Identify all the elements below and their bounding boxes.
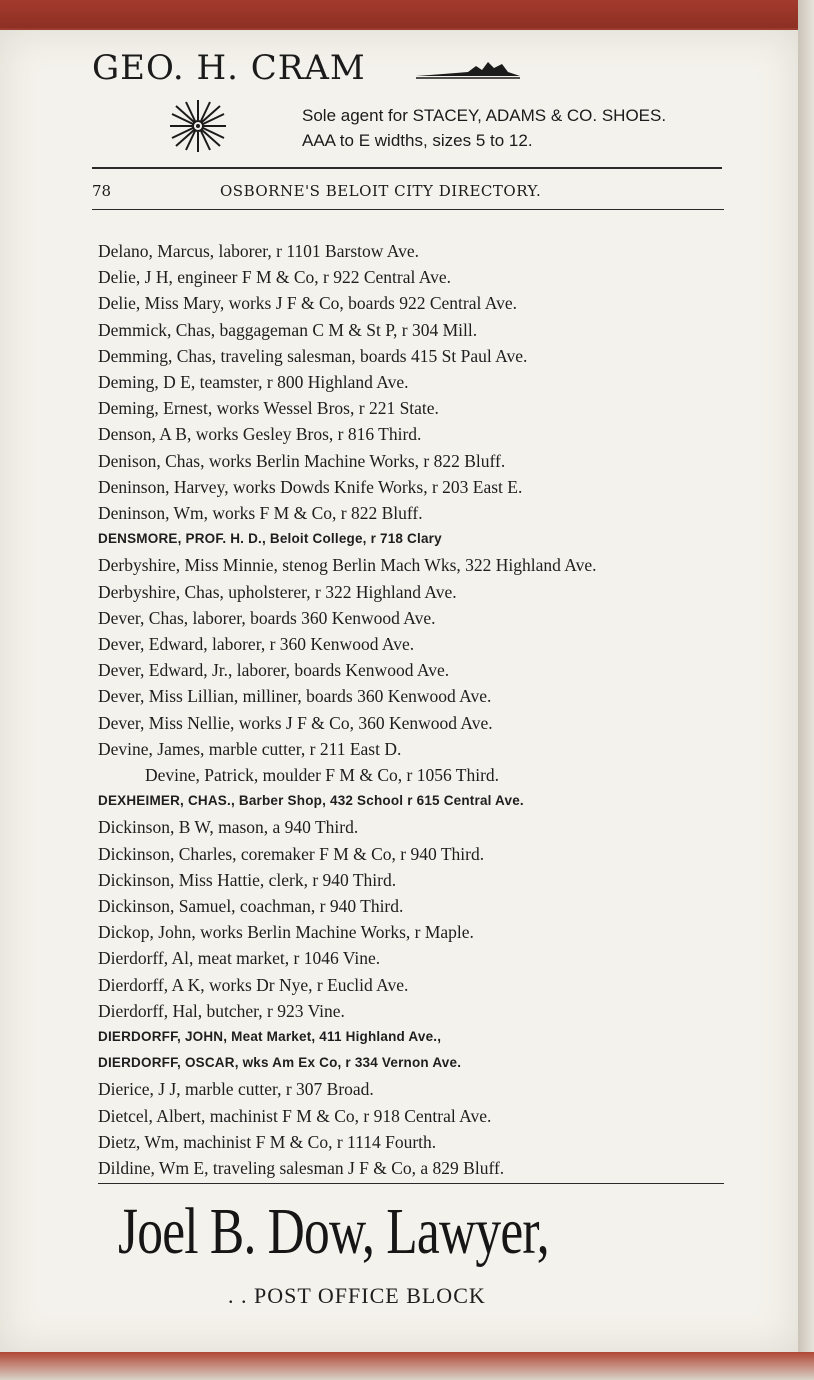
list-item: Deninson, Harvey, works Dowds Knife Works, r 203 East E.: [98, 476, 523, 497]
list-item: Dierdorff, Al, meat market, r 1046 Vine.: [98, 948, 381, 969]
book-cover-top-edge: [0, 0, 814, 28]
list-item: Dierdorff, A K, works Dr Nye, r Euclid Ave.: [98, 974, 409, 995]
list-item: Delano, Marcus, laborer, r 1101 Barstow Ave.: [98, 241, 420, 261]
book-cover-bottom-edge: [0, 1352, 814, 1380]
advert-lawyer-address: . . POST OFFICE BLOCK: [228, 1283, 486, 1308]
list-item: Dickinson, Samuel, coachman, r 940 Third.: [98, 896, 404, 916]
list-item: DIERDORFF, JOHN, Meat Market, 411 Highland Ave.,: [98, 1029, 442, 1044]
page-number: 78: [92, 182, 112, 200]
list-item: Devine, James, marble cutter, r 211 East D.: [98, 738, 402, 759]
list-item: Deninson, Wm, works F M & Co, r 822 Bluff.: [98, 503, 423, 523]
list-item: Deming, Ernest, works Wessel Bros, r 221 State.: [98, 398, 439, 419]
list-item: Dickinson, Miss Hattie, clerk, r 940 Third.: [98, 869, 397, 890]
list-item: Delie, Miss Mary, works J F & Co, boards 922 Central Ave.: [98, 293, 517, 314]
book-page-right-edge: [798, 0, 814, 1380]
divider-rule: [92, 167, 722, 169]
list-item: Dickop, John, works Berlin Machine Works, r Maple.: [98, 922, 474, 943]
list-item: Dever, Chas, laborer, boards 360 Kenwood Ave.: [98, 607, 436, 628]
list-item: Demmick, Chas, baggageman C M & St P, r 304 Mill.: [98, 319, 478, 340]
advert-business-name: GEO. H. CRAM: [92, 48, 366, 88]
advert-line-agent: Sole agent for STACEY, ADAMS & CO. SHOES.: [302, 106, 667, 125]
list-item: Dietz, Wm, machinist F M & Co, r 1114 Fourth.: [98, 1131, 437, 1152]
list-item: Denison, Chas, works Berlin Machine Works, r 822 Bluff.: [98, 450, 506, 471]
list-item: DENSMORE, PROF. H. D., Beloit College, r 718 Clary: [98, 531, 442, 547]
sunburst-ornament-icon: [168, 98, 228, 154]
flourish-icon: [414, 58, 522, 80]
divider-rule: [92, 209, 724, 210]
list-item: Dildine, Wm E, traveling salesman J F & Co, a 829 Bluff.: [98, 1158, 505, 1178]
list-item: Dever, Miss Lillian, milliner, boards 360 Kenwood Ave.: [98, 686, 492, 707]
list-item: Dickinson, B W, mason, a 940 Third.: [98, 817, 359, 838]
list-item: DIERDORFF, OSCAR, wks Am Ex Co, r 334 Vernon Ave.: [98, 1055, 462, 1071]
list-item: Derbyshire, Chas, upholsterer, r 322 Highland Ave.: [98, 581, 457, 602]
list-item: Demming, Chas, traveling salesman, boards 415 St Paul Ave.: [98, 345, 528, 366]
list-item: Dierice, J J, marble cutter, r 307 Broad.: [98, 1079, 374, 1100]
running-head: OSBORNE'S BELOIT CITY DIRECTORY.: [220, 182, 542, 200]
advert-lawyer-name: Joel B. Dow, Lawyer,: [118, 1195, 549, 1268]
list-item: Devine, Patrick, moulder F M & Co, r 1056 Third.: [145, 765, 500, 785]
directory-page: [0, 30, 798, 1352]
list-item: Dever, Edward, laborer, r 360 Kenwood Ave.: [98, 634, 415, 654]
list-item: Dietcel, Albert, machinist F M & Co, r 918 Central Ave.: [98, 1105, 492, 1126]
list-item: Derbyshire, Miss Minnie, stenog Berlin Mach Wks, 322 Highland Ave.: [98, 555, 597, 576]
list-item: Deming, D E, teamster, r 800 Highland Ave.: [98, 372, 409, 392]
list-item: Delie, J H, engineer F M & Co, r 922 Central Ave.: [98, 267, 452, 288]
list-item: Dickinson, Charles, coremaker F M & Co, r 940 Third.: [98, 843, 485, 864]
list-item: Dierdorff, Hal, butcher, r 923 Vine.: [98, 1000, 345, 1021]
list-item: Dever, Miss Nellie, works J F & Co, 360 Kenwood Ave.: [98, 712, 493, 733]
list-item: Dever, Edward, Jr., laborer, boards Kenwood Ave.: [98, 660, 450, 681]
advert-line-sizes: AAA to E widths, sizes 5 to 12.: [302, 131, 533, 150]
list-item: DEXHEIMER, CHAS., Barber Shop, 432 School r 615 Central Ave.: [98, 793, 524, 809]
divider-rule: [98, 1183, 724, 1184]
advert-top: [0, 30, 798, 168]
list-item: Denson, A B, works Gesley Bros, r 816 Third.: [98, 424, 422, 445]
